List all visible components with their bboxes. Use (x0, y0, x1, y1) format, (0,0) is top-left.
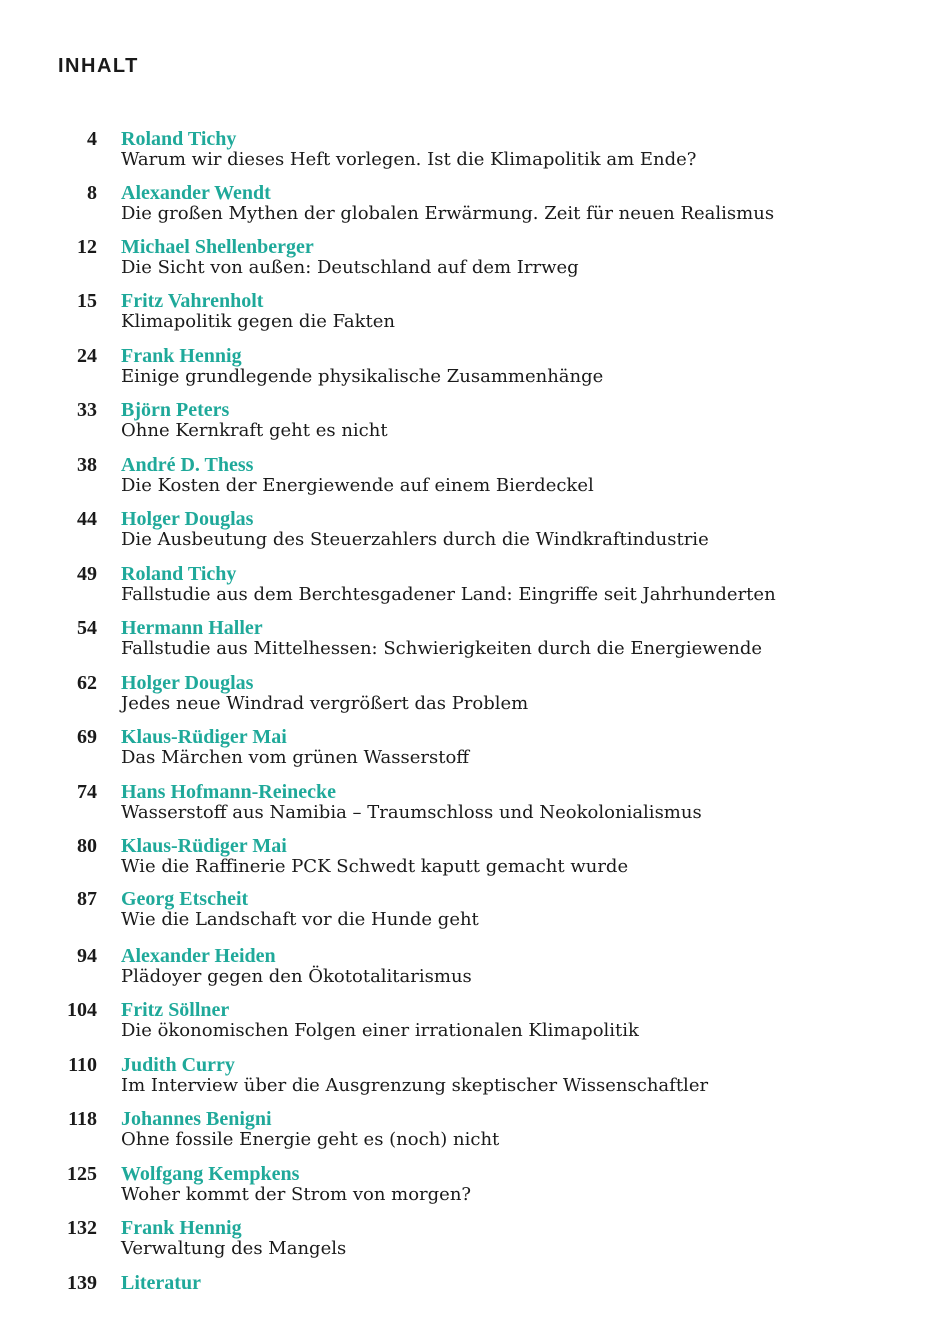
toc-entry[interactable] (0, 289, 925, 339)
toc-entry[interactable] (0, 1107, 925, 1157)
entry-author: Johannes Benigni (121, 1108, 272, 1130)
page-number: 12 (77, 236, 97, 258)
entry-author: Frank Hennig (121, 1217, 242, 1239)
entry-title: Wasserstoff aus Namibia – Traumschloss und Neokolonialismus (121, 802, 702, 823)
entry-author: Klaus-Rüdiger Mai (121, 726, 287, 748)
entry-title: Klimapolitik gegen die Fakten (121, 311, 395, 332)
toc-entry[interactable] (0, 1162, 925, 1212)
entry-title: Ohne Kernkraft geht es nicht (121, 420, 388, 441)
page-number: 87 (77, 888, 97, 910)
entry-author: Fritz Söllner (121, 999, 230, 1021)
page-number: 74 (77, 781, 97, 803)
page-number: 54 (77, 617, 97, 639)
toc-entry[interactable] (0, 398, 925, 448)
page-number: 38 (77, 454, 97, 476)
page-title: INHALT (58, 55, 139, 77)
toc-entry[interactable] (0, 1271, 925, 1297)
entry-author: Hans Hofmann-Reinecke (121, 781, 336, 803)
entry-author: Georg Etscheit (121, 888, 249, 910)
toc-entry[interactable] (0, 887, 925, 937)
page-number: 94 (77, 945, 97, 967)
toc-entry[interactable] (0, 507, 925, 557)
toc-entry[interactable] (0, 344, 925, 394)
page-number: 80 (77, 835, 97, 857)
entry-title: Fallstudie aus dem Berchtesgadener Land: Eingriffe seit Jahrhunderten (121, 584, 776, 605)
page-number: 110 (68, 1054, 97, 1076)
page-number: 132 (67, 1217, 97, 1239)
page-number: 104 (67, 999, 97, 1021)
entry-author: Alexander Wendt (121, 182, 271, 204)
toc-entry[interactable] (0, 944, 925, 994)
toc-entry[interactable] (0, 616, 925, 666)
toc-entry[interactable] (0, 780, 925, 830)
entry-title: Woher kommt der Strom von morgen? (121, 1184, 472, 1205)
toc-entry[interactable] (0, 1216, 925, 1266)
entry-title: Warum wir dieses Heft vorlegen. Ist die Klimapolitik am Ende? (121, 149, 697, 170)
page-number: 49 (77, 563, 97, 585)
entry-title: Jedes neue Windrad vergrößert das Problem (121, 693, 529, 714)
page-number: 44 (77, 508, 97, 530)
entry-title: Wie die Raffinerie PCK Schwedt kaputt gemacht wurde (121, 856, 629, 877)
page-number: 15 (77, 290, 97, 312)
page-number: 118 (68, 1108, 97, 1130)
toc-entry[interactable] (0, 1053, 925, 1103)
entry-title: Wie die Landschaft vor die Hunde geht (121, 909, 479, 930)
entry-author: Holger Douglas (121, 508, 254, 530)
page-number: 62 (77, 672, 97, 694)
entry-title: Fallstudie aus Mittelhessen: Schwierigkeiten durch die Energiewende (121, 638, 763, 659)
entry-title: Ohne fossile Energie geht es (noch) nicht (121, 1129, 500, 1150)
entry-title: Im Interview über die Ausgrenzung skeptischer Wissenschaftler (121, 1075, 709, 1096)
toc-entry[interactable] (0, 998, 925, 1048)
entry-author: Roland Tichy (121, 128, 237, 150)
entry-title: Die großen Mythen der globalen Erwärmung. Zeit für neuen Realismus (121, 203, 775, 224)
toc-entry[interactable] (0, 562, 925, 612)
toc-entry[interactable] (0, 834, 925, 884)
page-number: 125 (67, 1163, 97, 1185)
page-number: 8 (87, 182, 97, 204)
entry-author: Frank Hennig (121, 345, 242, 367)
entry-title: Die Kosten der Energiewende auf einem Bierdeckel (121, 475, 594, 496)
entry-author: Holger Douglas (121, 672, 254, 694)
toc-entry[interactable] (0, 453, 925, 503)
entry-title: Verwaltung des Mangels (121, 1238, 347, 1259)
page-number: 33 (77, 399, 97, 421)
toc-entry[interactable] (0, 181, 925, 231)
entry-author: Klaus-Rüdiger Mai (121, 835, 287, 857)
entry-author: Michael Shellenberger (121, 236, 314, 258)
toc-entry[interactable] (0, 127, 925, 177)
entry-author: Alexander Heiden (121, 945, 276, 967)
entry-title: Einige grundlegende physikalische Zusammenhänge (121, 366, 604, 387)
entry-author: Literatur (121, 1272, 201, 1294)
entry-author: Fritz Vahrenholt (121, 290, 264, 312)
entry-author: Judith Curry (121, 1054, 235, 1076)
toc-entry[interactable] (0, 725, 925, 775)
page-number: 139 (67, 1272, 97, 1294)
toc-entry[interactable] (0, 671, 925, 721)
page-number: 69 (77, 726, 97, 748)
page-number: 24 (77, 345, 97, 367)
entry-author: André D. Thess (121, 454, 254, 476)
page-number: 4 (87, 128, 97, 150)
entry-author: Wolfgang Kempkens (121, 1163, 300, 1185)
entry-author: Björn Peters (121, 399, 230, 421)
entry-author: Hermann Haller (121, 617, 263, 639)
entry-title: Die Ausbeutung des Steuerzahlers durch die Windkraftindustrie (121, 529, 709, 550)
entry-title: Die Sicht von außen: Deutschland auf dem Irrweg (121, 257, 579, 278)
entry-title: Die ökonomischen Folgen einer irrationalen Klimapolitik (121, 1020, 639, 1041)
entry-author: Roland Tichy (121, 563, 237, 585)
entry-title: Plädoyer gegen den Ökototalitarismus (121, 966, 472, 987)
toc-entry[interactable] (0, 235, 925, 285)
entry-title: Das Märchen vom grünen Wasserstoff (121, 747, 470, 768)
